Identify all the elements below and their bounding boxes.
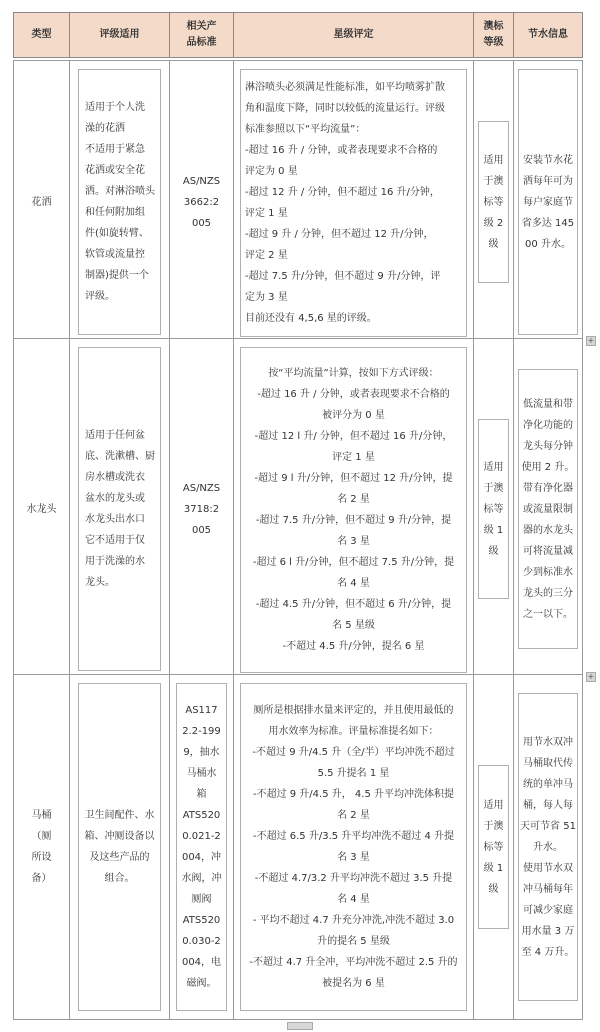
aus-grade-cell [474, 675, 514, 1019]
standard-lines: AS117 2.2-199 9，抽水 马桶水 箱 ATS520 0.021-2 004，冲 水阀，冲 厕阀 ATS520 0.030-2 004，电 磁阀。 [181, 705, 222, 989]
aus-grade-lines: 适用 于澳 标等 级 2 级 [483, 154, 504, 250]
scope-cell [70, 61, 170, 343]
scope-lines: 适用于个人洗 澡的花洒 不适用于紧急 花洒或安全花 洒。对淋浴喷头 和任何附加组 件(如旋转臂、 软管或流量控 制器)提供一个 评级。 [85, 102, 155, 302]
type-lines: 马桶 （厕 所设 备） [31, 810, 52, 884]
rating-cell [234, 675, 474, 1019]
rating-lines: 按“平均流量”计算，按如下方式评级： -超过 16 升 / 分钟，或者表现要求不合格的 被评分为 0 星 -超过 12 l 升/ 分钟，但不超过 16 升/分钟， 评定 1 星 -超过 9 l 升/分钟，但不超过 12 升/分钟，提 名 2 星 -超过 7.5 升/分钟，但不超过 9 升/分钟，提 名 3 星 -超过 6 l 升/分钟，但不超过 7.5 升/分钟，提 名 4 星 -超过 4.5 升/分钟，但不超过 6 升/分钟，提 名 5 星级 -不超过 4.5 升/分钟，提名 6 星 [252, 368, 455, 652]
header-grade-scope: 评级适用 [70, 13, 170, 57]
standard-cell [170, 61, 234, 343]
type-cell: 水龙头 [14, 339, 70, 679]
type-cell [14, 675, 70, 1019]
water-info-cell [514, 675, 582, 1019]
water-info-cell [514, 61, 582, 343]
standard-cell [170, 675, 234, 1019]
aus-grade-cell [474, 339, 514, 679]
water-info-cell [514, 339, 582, 679]
table-row [13, 674, 583, 1020]
header-aus-grade: 澳标 等级 [474, 13, 514, 57]
aus-grade-lines: 适用 于澳 标等 级 1 级 [483, 799, 504, 895]
bottom-resize-handle[interactable] [287, 1022, 313, 1030]
water-info-lines: 安装节水花 洒每年可为 每户家庭节 省多达 145 00 升水。 [521, 154, 575, 250]
water-info-lines: 用节水双冲 马桶取代传 统的单冲马 桶，每人每 天可节省 51 升水。 使用节水双 冲马桶每年 可减少家庭 用水量 3 万 至 4 万升。 [520, 736, 576, 958]
table-header [13, 12, 583, 58]
standard-lines: AS/NZS 3662:2 005 [182, 175, 221, 229]
rating-lines: 淋浴喷头必须满足性能标准，如平均喷雾扩散 角和温度下降，同时以较低的流量运行。评级 标准参照以下“平均流量”： -超过 16 升 / 分钟，或者表现要求不合格的 评定为 0 星 -超过 12 升 / 分钟，但不超过 16 升/分钟， 评定 1 星 -超过 9 升 / 分钟，但不超过 12 升/分钟， 评定 2 星 -超过 7.5 升/分钟，但不超过 9 升/分钟，评 定为 3 星 目前还没有 4,5,6 星的评级。 [245, 82, 445, 324]
type-cell: 花洒 [14, 61, 70, 343]
rating-lines: 厕所是根据排水量来评定的，并且使用最低的 用水效率为标准。评量标准提名如下： -不超过 9 升/4.5 升（全/半）平均冲洗不超过 5.5 升提名 1 星 -不超过 9 升/4.5 升， 4.5 升平均冲洗体积提 名 2 星 -不超过 6.5 升/3.5 升平均冲洗不超过 4 升提 名 3 星 -不超过 4.7/3.2 升平均冲洗不超过 3.5 升提 名 4 星 - 平均不超过 4.7 升充分冲洗,冲洗不超过 3.0 升的提名 5 星级 -不超过 4.7 升全冲，平均冲洗不超过 2.5 升的 被提名为 6 星 [249, 705, 458, 989]
scope-cell [70, 339, 170, 679]
standard-lines: AS/NZS 3718:2 005 [182, 482, 221, 536]
table-row [13, 60, 583, 344]
header-water-info: 节水信息 [528, 29, 568, 40]
header-type: 类型 [14, 13, 70, 57]
standard-cell [170, 339, 234, 679]
water-rating-table [13, 12, 583, 1020]
header-star-rating: 星级评定 [234, 13, 474, 57]
header-standard: 相关产 品标准 [170, 13, 234, 57]
scope-lines: 适用于任何盆 底、洗漱槽、厨 房水槽或洗衣 盆水的龙头或 水龙头出水口 它不适用于仅 用于洗澡的水 龙头。 [85, 430, 155, 588]
rating-cell [234, 61, 474, 343]
scope-lines: 卫生间配件、水 箱、冲厕设备以 及这些产品的 组合。 [84, 810, 155, 884]
resize-handle[interactable]: + [587, 336, 595, 345]
aus-grade-cell [474, 61, 514, 343]
water-info-lines: 低流量和带 净化功能的 龙头每分钟 使用 2 升。 带有净化器 或流量限制 器的水龙头 可将流量减 少到标准水 龙头的三分 之一以下。 [521, 398, 575, 620]
scope-cell [70, 675, 170, 1019]
resize-handle[interactable]: + [587, 672, 595, 681]
aus-grade-lines: 适用 于澳 标等 级 1 级 [483, 461, 504, 557]
table-row [13, 338, 583, 680]
rating-cell [234, 339, 474, 679]
